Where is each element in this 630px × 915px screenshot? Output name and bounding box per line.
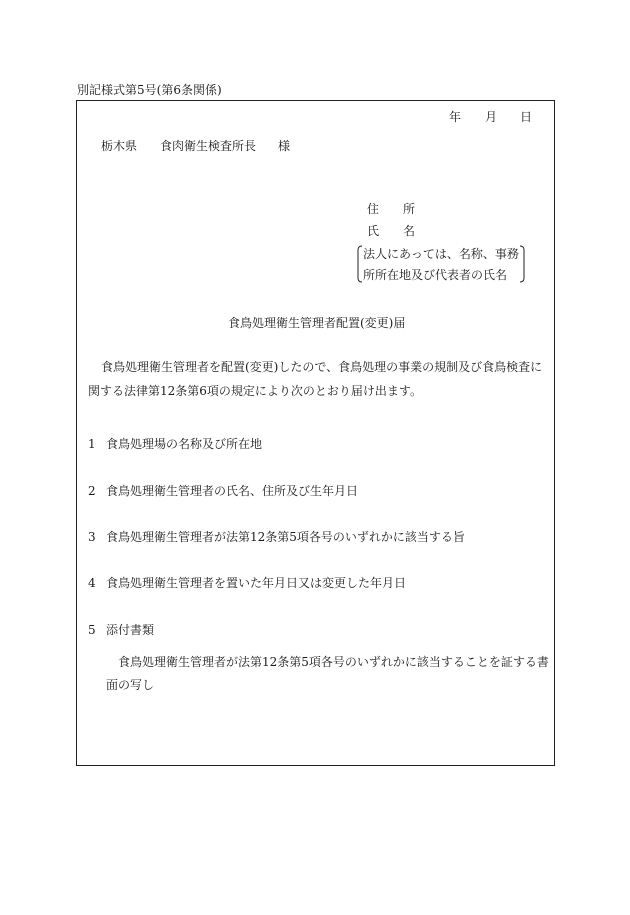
body-line-1: 食鳥処理衛生管理者を配置(変更)したので、食鳥処理の事業の規制及び食鳥検査に (101, 360, 543, 374)
form-label: 別記様式第5号(第6条関係) (77, 83, 222, 97)
item-3 (88, 531, 465, 543)
addressee-office: 食肉衛生検査所長 (160, 139, 257, 153)
address-label: 住 所 (367, 202, 416, 216)
corporate-note-line1: 法人にあっては、名称、事務 (363, 247, 519, 261)
item-4-text: 食鳥処理衛生管理者を置いた年月日又は変更した年月日 (106, 576, 407, 590)
document-title: 食鳥処理衛生管理者配置(変更)届 (228, 316, 406, 330)
item-5-text: 添付書類 (106, 623, 155, 637)
addressee-prefecture: 栃木県 (101, 139, 138, 153)
addressee-honorific: 様 (278, 139, 291, 153)
item-5 (88, 624, 154, 636)
name-label: 氏 名 (367, 224, 416, 238)
date-year: 年 (449, 110, 462, 124)
item-1-text: 食鳥処理場の名称及び所在地 (106, 437, 263, 451)
attachment-line-1: 食鳥処理衛生管理者が法第12条第5項各号のいずれかに該当することを証する書 (118, 655, 549, 669)
body-line-2: 関する法律第12条第6項の規定により次のとおり届け出ます。 (88, 384, 422, 398)
corporate-note (357, 245, 525, 283)
date-day: 日 (520, 110, 533, 124)
item-2-number: 2 (88, 484, 96, 498)
item-1 (88, 438, 262, 450)
item-5-number: 5 (88, 623, 96, 637)
item-2-text: 食鳥処理衛生管理者の氏名、住所及び生年月日 (106, 484, 359, 498)
item-4-number: 4 (88, 576, 96, 590)
item-3-text: 食鳥処理衛生管理者が法第12条第5項各号のいずれかに該当する旨 (106, 530, 465, 544)
item-1-number: 1 (88, 437, 96, 451)
item-2 (88, 485, 358, 497)
attachment-line-2: 面の写し (106, 678, 155, 692)
item-3-number: 3 (88, 530, 96, 544)
date-month: 月 (485, 110, 498, 124)
item-4 (88, 577, 406, 589)
corporate-note-line2: 所所在地及び代表者の氏名 (363, 268, 508, 282)
